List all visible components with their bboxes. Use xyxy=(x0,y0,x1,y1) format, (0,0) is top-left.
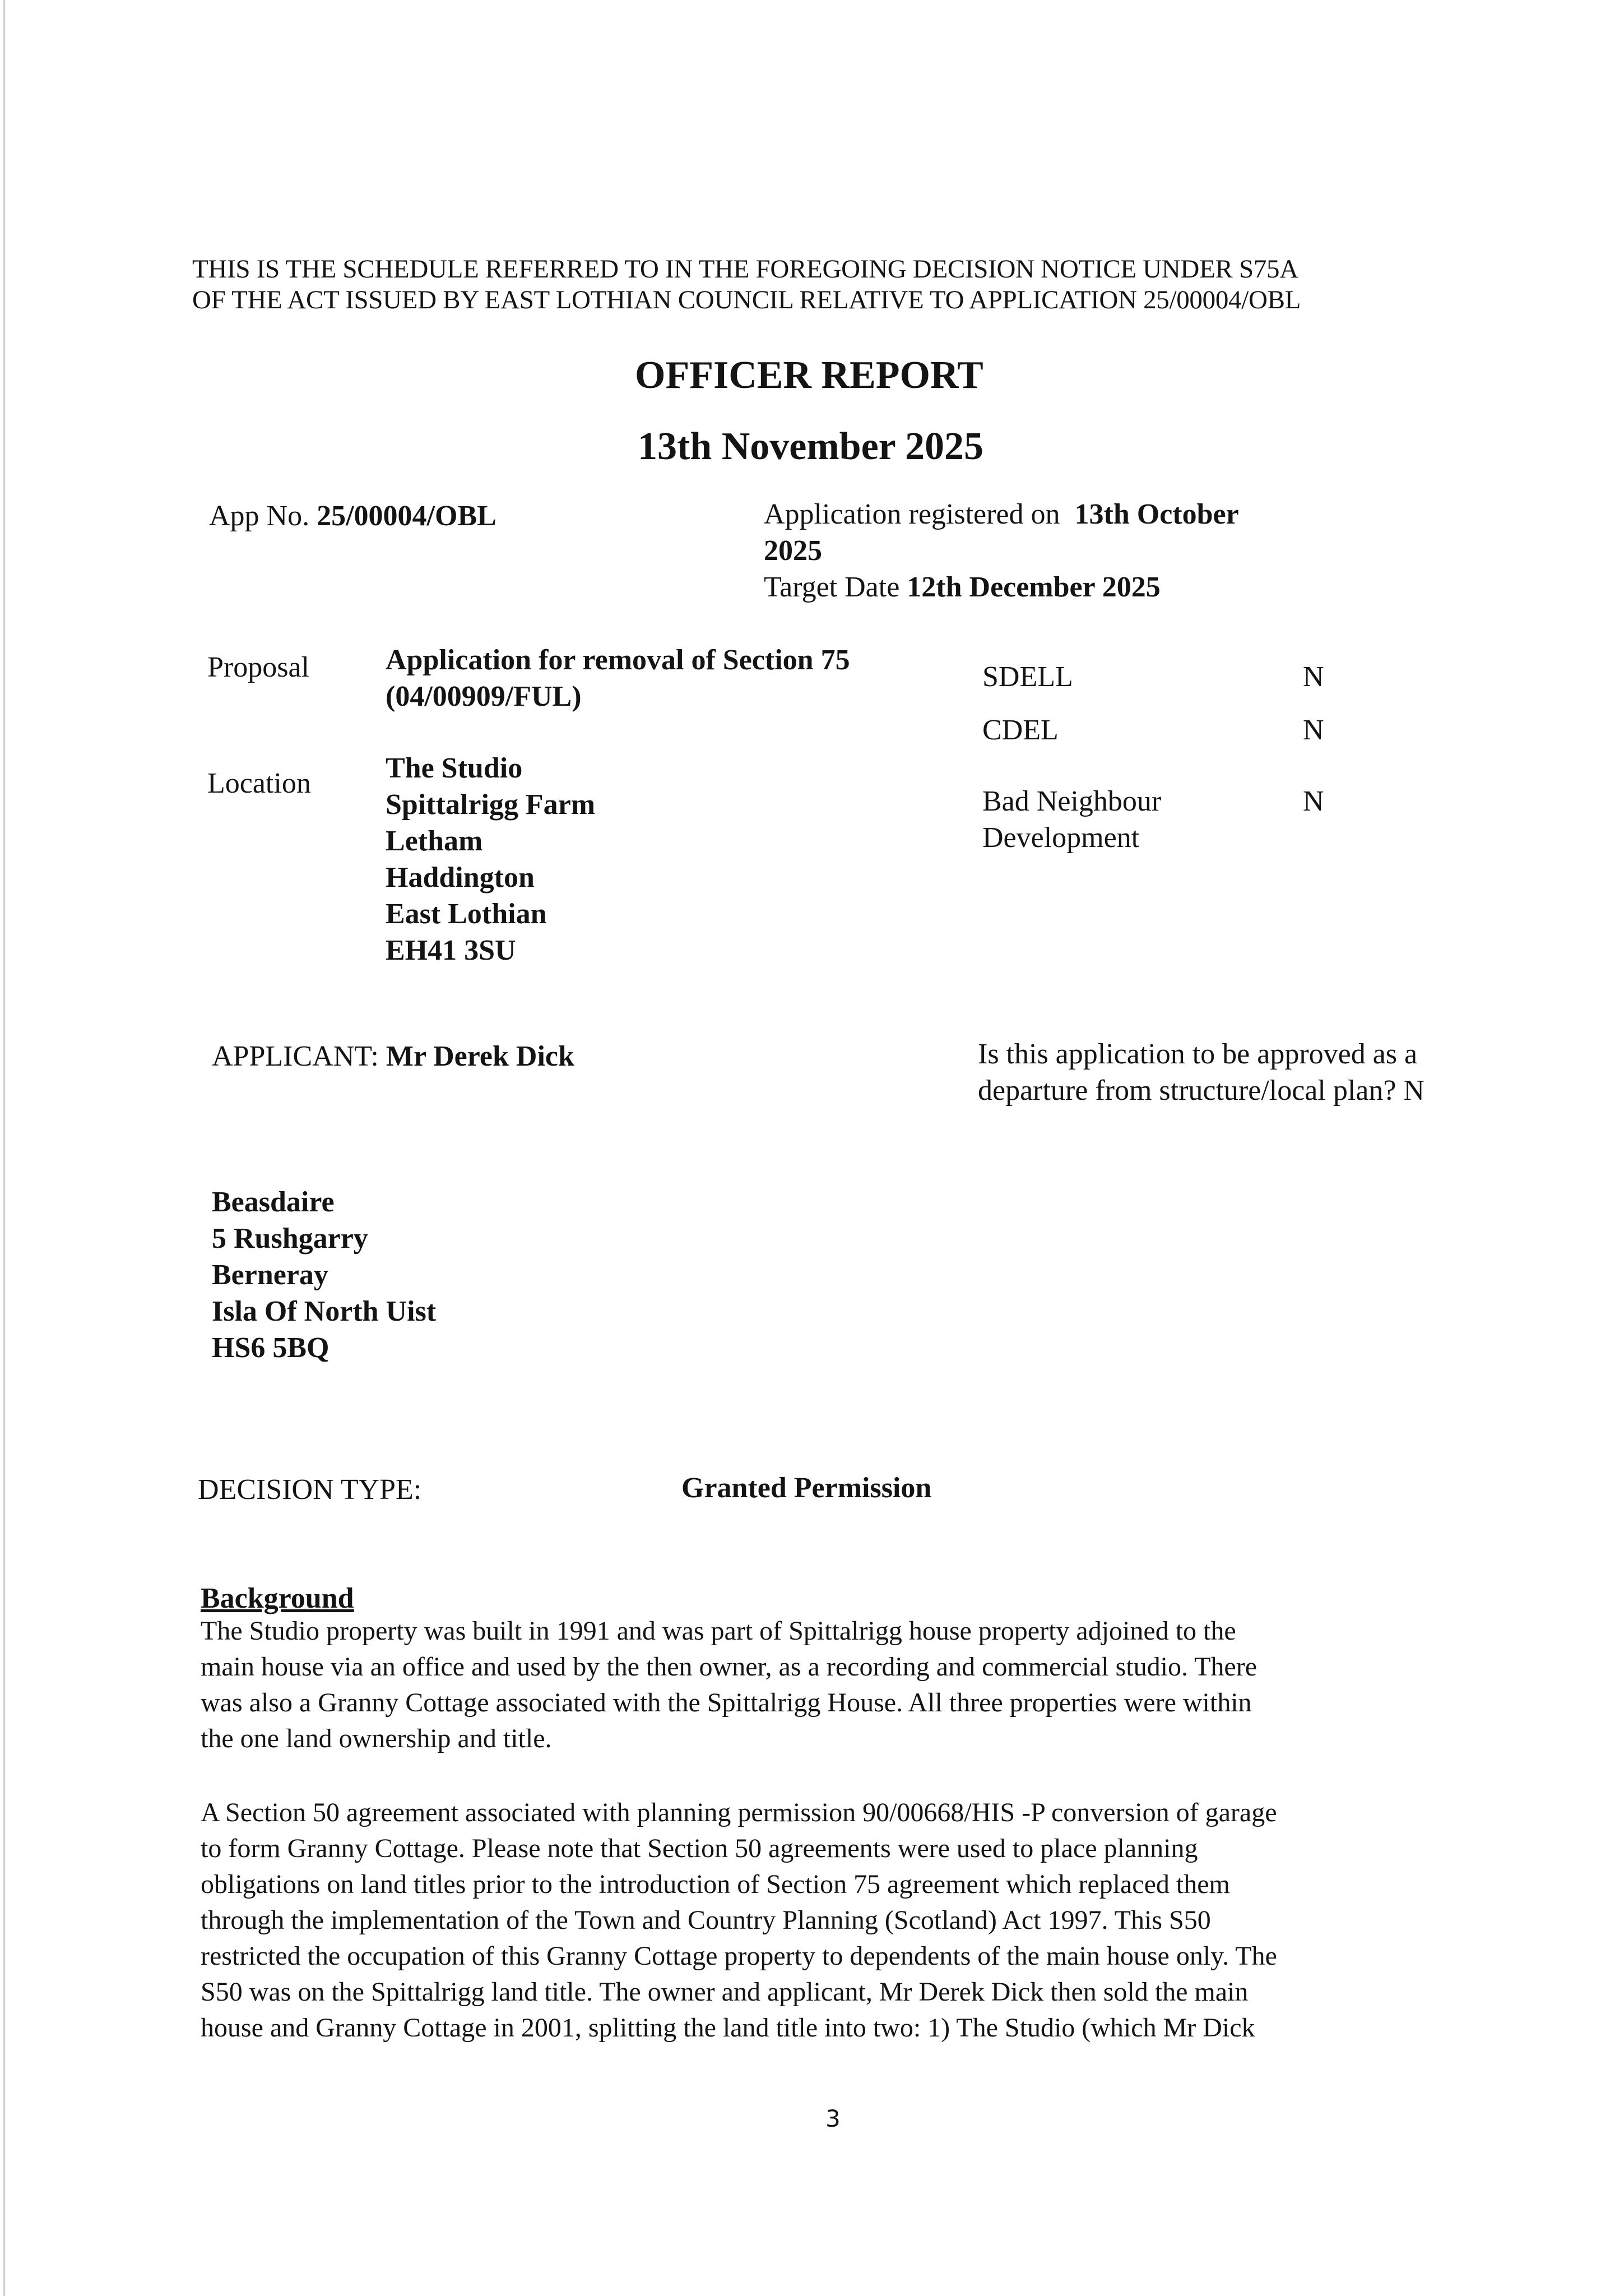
address-line: Isla Of North Uist xyxy=(212,1295,437,1327)
target-date-value: 12th December 2025 xyxy=(907,571,1161,603)
paragraph-line: A Section 50 agreement associated with planning permission 90/00668/HIS -P conversion of garage xyxy=(201,1798,1277,1827)
departure-line: Is this application to be approved as a xyxy=(978,1038,1418,1070)
applicant-line xyxy=(212,1038,574,1075)
registered-year: 2025 xyxy=(764,535,822,567)
flag-cdel-value: N xyxy=(1303,714,1324,746)
location-label: Location xyxy=(207,767,311,799)
departure-question xyxy=(978,1036,1425,1109)
flag-sdell-label: SDELL xyxy=(982,661,1073,693)
location-address xyxy=(386,750,595,969)
decision-type-value: Granted Permission xyxy=(681,1472,932,1504)
app-no-value: 25/00004/OBL xyxy=(317,500,497,532)
background-paragraph-2 xyxy=(201,1795,1277,2046)
paragraph-line: the one land ownership and title. xyxy=(201,1724,552,1753)
location-line: EH41 3SU xyxy=(386,934,516,966)
paragraph-line: house and Granny Cottage in 2001, splitting the land title into two: 1) The Studio (which Mr Dick xyxy=(201,2013,1255,2043)
flag-bad-neighbour-value: N xyxy=(1303,785,1324,817)
decision-type-label: DECISION TYPE: xyxy=(198,1474,422,1506)
proposal-line: (04/00909/FUL) xyxy=(386,681,582,712)
location-line: Haddington xyxy=(386,862,535,894)
departure-line: departure from structure/local plan? N xyxy=(978,1075,1425,1107)
paragraph-line: S50 was on the Spittalrigg land title. The owner and applicant, Mr Derek Dick then sold the main xyxy=(201,1977,1249,2007)
proposal-label: Proposal xyxy=(207,651,309,683)
proposal-text xyxy=(386,642,850,715)
paragraph-line: through the implementation of the Town and Country Planning (Scotland) Act 1997. This S50 xyxy=(201,1905,1211,1935)
registered-value: 13th October xyxy=(1074,498,1239,530)
registered-line xyxy=(764,496,1239,533)
paragraph-line: to form Granny Cottage. Please note that Section 50 agreements were used to place planning xyxy=(201,1834,1198,1863)
app-number xyxy=(209,498,497,534)
flag-sdell-value: N xyxy=(1303,661,1324,693)
address-line: 5 Rushgarry xyxy=(212,1223,368,1255)
background-paragraph-1 xyxy=(201,1613,1257,1757)
address-line: Beasdaire xyxy=(212,1186,335,1218)
location-line: Spittalrigg Farm xyxy=(386,789,596,821)
paragraph-line: The Studio property was built in 1991 and was part of Spittalrigg house property adjoined to the xyxy=(201,1616,1236,1646)
address-line: Berneray xyxy=(212,1259,328,1291)
flag-label-line: Bad Neighbour xyxy=(982,785,1162,817)
location-line: East Lothian xyxy=(386,898,547,930)
applicant-name: Mr Derek Dick xyxy=(386,1040,574,1072)
scan-edge-line xyxy=(3,0,5,2296)
proposal-line: Application for removal of Section 75 xyxy=(386,644,850,676)
report-title: OFFICER REPORT xyxy=(635,354,983,397)
paragraph-line: restricted the occupation of this Granny Cottage property to dependents of the main house only. The xyxy=(201,1941,1277,1971)
applicant-label: APPLICANT: xyxy=(212,1040,379,1072)
app-no-label: App No. xyxy=(209,500,310,532)
schedule-header-line-2: OF THE ACT ISSUED BY EAST LOTHIAN COUNCIL RELATIVE TO APPLICATION 25/00004/OBL xyxy=(192,285,1301,314)
flag-bad-neighbour-label xyxy=(982,783,1161,856)
target-date-line xyxy=(764,569,1161,605)
paragraph-line: main house via an office and used by the then owner, as a recording and commercial studio. There xyxy=(201,1652,1258,1682)
flag-label-line: Development xyxy=(982,822,1140,854)
applicant-address xyxy=(212,1184,436,1366)
flag-cdel-label: CDEL xyxy=(982,714,1059,746)
location-line: Letham xyxy=(386,825,483,857)
schedule-header-line-1: THIS IS THE SCHEDULE REFERRED TO IN THE FOREGOING DECISION NOTICE UNDER S75A xyxy=(192,254,1298,284)
paragraph-line: was also a Granny Cottage associated with the Spittalrigg House. All three properties were within xyxy=(201,1688,1252,1718)
registered-label: Application registered on xyxy=(764,498,1060,530)
target-date-label: Target Date xyxy=(764,571,900,603)
report-date: 13th November 2025 xyxy=(638,425,983,468)
background-heading: Background xyxy=(201,1582,354,1614)
paragraph-line: obligations on land titles prior to the introduction of Section 75 agreement which replaced them xyxy=(201,1869,1230,1899)
page-number: 3 xyxy=(825,2105,841,2132)
address-line: HS6 5BQ xyxy=(212,1332,330,1364)
location-line: The Studio xyxy=(386,752,523,784)
